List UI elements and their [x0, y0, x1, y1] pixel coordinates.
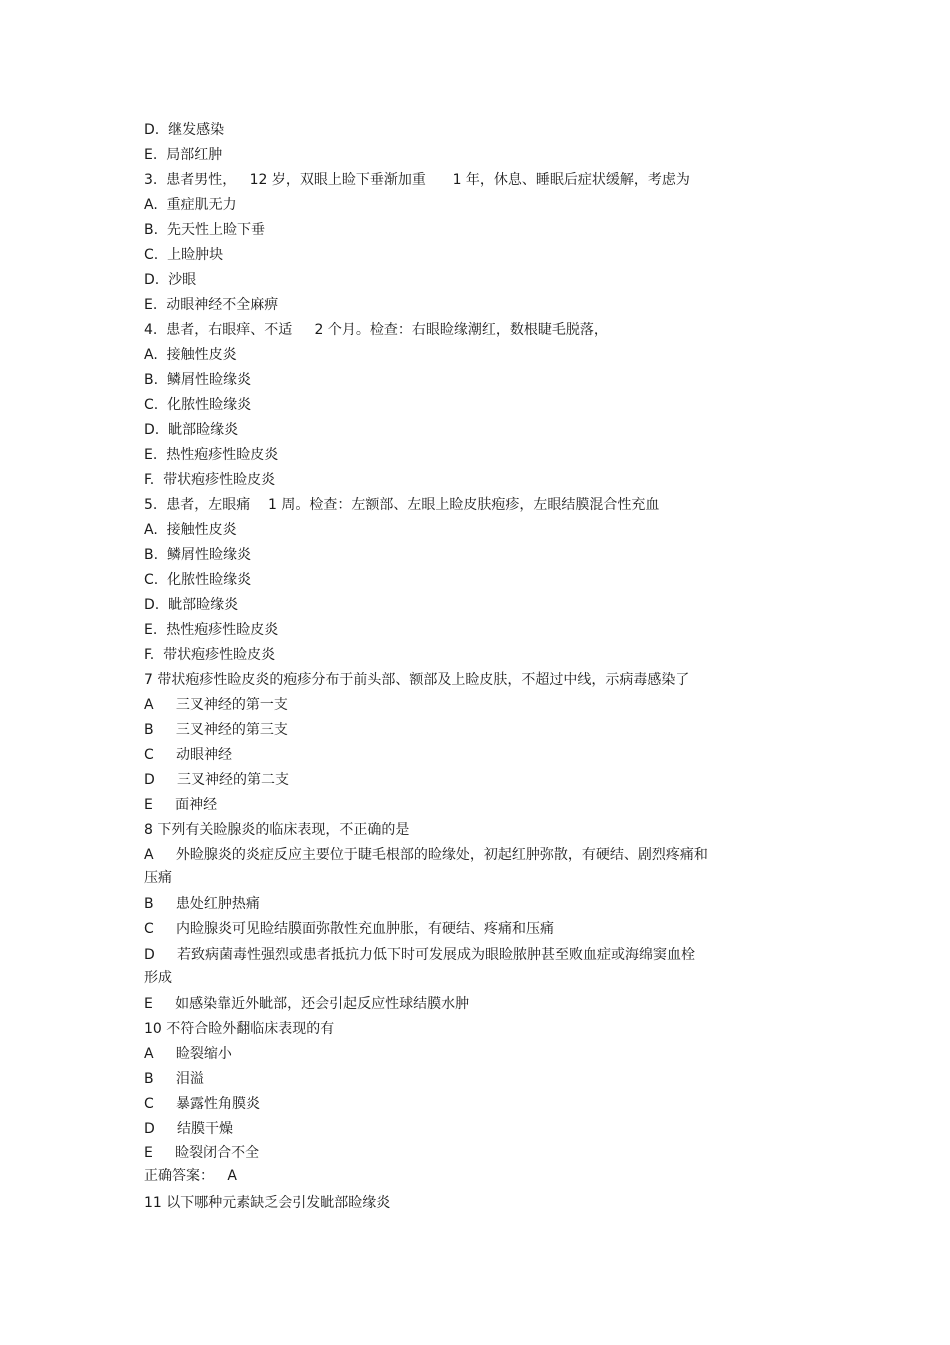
- question-5: 5. 患者，左眼痛 1 周。检查：左额部、左眼上睑皮肤疱疹，左眼结膜混合性充血: [144, 497, 660, 513]
- text-line: B. 先天性上睑下垂: [144, 222, 265, 238]
- text-line: D 三叉神经的第二支: [144, 772, 290, 788]
- text-line: E. 动眼神经不全麻痹: [144, 297, 279, 313]
- text-line: C 暴露性角膜炎: [144, 1096, 261, 1112]
- question-7: 7 带状疱疹性睑皮炎的疱疹分布于前头部、额部及上睑皮肤，不超过中线，示病毒感染了: [144, 672, 690, 688]
- text-line: D. 眦部睑缘炎: [144, 422, 239, 438]
- text-line: D 若致病菌毒性强烈或患者抵抗力低下时可发展成为眼睑脓肿甚至败血症或海绵窦血栓: [144, 947, 696, 963]
- text-line: E 睑裂闭合不全: [144, 1145, 260, 1161]
- text-line: B 三叉神经的第三支: [144, 722, 288, 738]
- text-line: B. 鳞屑性睑缘炎: [144, 547, 251, 563]
- text-line: F. 带状疱疹性睑皮炎: [144, 647, 276, 663]
- text-line: C 动眼神经: [144, 747, 233, 763]
- text-line: A. 接触性皮炎: [144, 347, 237, 363]
- text-line: C 内睑腺炎可见睑结膜面弥散性充血肿胀，有硬结、疼痛和压痛: [144, 921, 555, 937]
- question-3: 3. 患者男性， 12 岁，双眼上睑下垂渐加重 1 年，休息、睡眠后症状缓解，考虑为: [144, 172, 690, 188]
- text-line: C. 上睑肿块: [144, 247, 224, 263]
- text-line: D 结膜干燥: [144, 1121, 234, 1137]
- text-line: A 睑裂缩小: [144, 1046, 232, 1062]
- text-line: A 三叉神经的第一支: [144, 697, 288, 713]
- text-line: C. 化脓性睑缘炎: [144, 397, 252, 413]
- text-line: D. 眦部睑缘炎: [144, 597, 239, 613]
- text-line: A. 接触性皮炎: [144, 522, 237, 538]
- correct-answer: 正确答案： A: [144, 1168, 237, 1184]
- text-line: E. 热性疱疹性睑皮炎: [144, 622, 279, 638]
- text-line: 形成: [144, 970, 172, 986]
- text-line: B. 鳞屑性睑缘炎: [144, 372, 251, 388]
- text-line: E 如感染靠近外眦部，还会引起反应性球结膜水肿: [144, 996, 470, 1012]
- text-line: E 面神经: [144, 797, 218, 813]
- text-line: C. 化脓性睑缘炎: [144, 572, 252, 588]
- question-10: 10 不符合睑外翻临床表现的有: [144, 1021, 335, 1037]
- text-line: 压痛: [144, 870, 172, 886]
- question-4: 4. 患者，右眼痒、不适 2 个月。检查：右眼睑缘潮红，数根睫毛脱落，: [144, 322, 608, 338]
- text-line: B 患处红肿热痛: [144, 896, 260, 912]
- text-line: D. 沙眼: [144, 272, 197, 288]
- question-8: 8 下列有关睑腺炎的临床表现，不正确的是: [144, 822, 410, 838]
- text-line: B 泪溢: [144, 1071, 204, 1087]
- question-11: 11 以下哪种元素缺乏会引发眦部睑缘炎: [144, 1195, 391, 1211]
- text-line: D. 继发感染: [144, 122, 225, 138]
- text-line: F. 带状疱疹性睑皮炎: [144, 472, 276, 488]
- text-line: A. 重症肌无力: [144, 197, 237, 213]
- text-line: E. 局部红肿: [144, 147, 223, 163]
- text-line: E. 热性疱疹性睑皮炎: [144, 447, 279, 463]
- text-line: A 外睑腺炎的炎症反应主要位于睫毛根部的睑缘处，初起红肿弥散，有硬结、剧烈疼痛和: [144, 847, 708, 863]
